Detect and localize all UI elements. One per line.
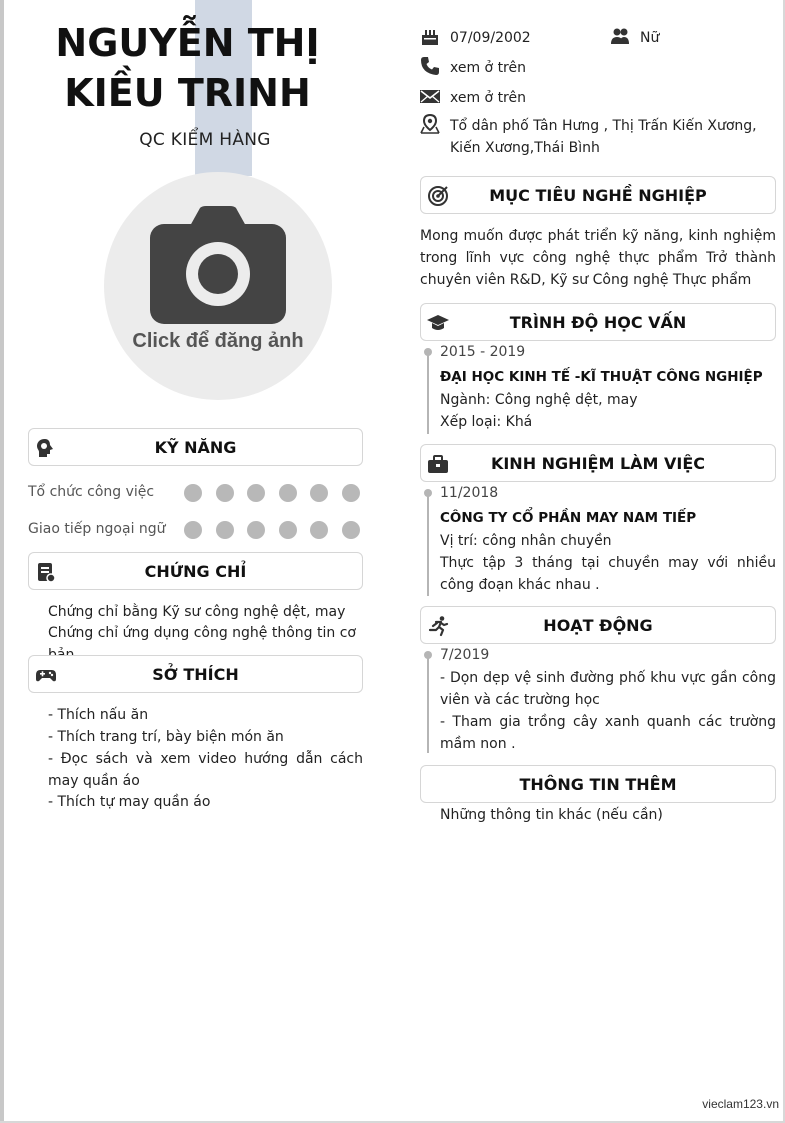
activity-item: - Dọn dẹp vệ sinh đường phố khu vực gần công viên và các trường học — [440, 670, 776, 708]
skill-rating — [184, 521, 360, 543]
phone-row — [420, 56, 720, 78]
hobby-item: - Đọc sách và xem video hướng dẫn cách may quần áo — [48, 751, 363, 789]
timeline-line — [427, 352, 429, 434]
certificate-item: Chứng chỉ bằng Kỹ sư công nghệ dệt, may — [48, 604, 346, 620]
activity-period: 7/2019 — [440, 647, 490, 663]
rating-dot — [184, 484, 202, 502]
location-pin-icon — [420, 114, 440, 134]
job-title: QC KIỂM HÀNG — [139, 130, 271, 150]
rating-dot — [342, 521, 360, 539]
section-title: MỤC TIÊU NGHỀ NGHIỆP — [489, 186, 707, 205]
envelope-icon — [420, 86, 440, 106]
education-major: Ngành: Công nghệ dệt, may — [440, 392, 638, 408]
timeline-line — [427, 493, 429, 596]
skill-name: Giao tiếp ngoại ngữ — [28, 521, 166, 537]
section-title: CHỨNG CHỈ — [144, 562, 247, 581]
gender-row — [610, 26, 710, 48]
birthday-value: 07/09/2002 — [450, 30, 531, 46]
section-skills — [28, 428, 363, 466]
section-title: HOẠT ĐỘNG — [543, 616, 653, 635]
section-experience — [420, 444, 776, 482]
photo-upload-label: Click để đăng ảnh — [132, 330, 304, 352]
section-education — [420, 303, 776, 341]
hobby-item: - Thích tự may quần áo — [48, 794, 211, 810]
address-row — [420, 114, 776, 158]
skill-row — [28, 482, 368, 504]
rating-dot — [247, 521, 265, 539]
rating-dot — [310, 484, 328, 502]
education-period: 2015 - 2019 — [440, 344, 526, 360]
experience-description: Thực tập 3 tháng tại chuyền may với nhiều công đoạn khác nhau . — [440, 555, 776, 593]
objective-text: Mong muốn được phát triển kỹ năng, kinh nghiệm trong lĩnh vực công nghệ thực phẩm Trở thành chuyên viên R&D, Kỹ sư Công nghệ Thực phẩm — [420, 228, 776, 288]
school-name: ĐẠI HỌC KINH TẾ -KĨ THUẬT CÔNG NGHIỆP — [440, 369, 763, 385]
section-activities — [420, 606, 776, 644]
rating-dot — [279, 521, 297, 539]
experience-position: Vị trí: công nhân chuyền — [440, 533, 612, 549]
birthday-row — [420, 26, 600, 48]
certificate-item: Chứng chỉ ứng dụng công nghệ thông tin cơ — [48, 625, 356, 641]
birthday-cake-icon — [420, 26, 440, 46]
camera-icon — [150, 206, 286, 324]
section-title: THÔNG TIN THÊM — [519, 775, 677, 794]
address-value: Tổ dân phố Tân Hưng , Thị Trấn Kiến Xương, Kiến Xương,Thái Bình — [450, 118, 757, 156]
phone-icon — [420, 56, 440, 76]
rating-dot — [247, 484, 265, 502]
education-grade: Xếp loại: Khá — [440, 414, 533, 430]
section-additional-info — [420, 765, 776, 803]
site-watermark: vieclam123.vn — [702, 1097, 779, 1111]
rating-dot — [216, 484, 234, 502]
section-title: SỞ THÍCH — [152, 665, 239, 684]
avatar-upload[interactable] — [104, 172, 332, 400]
candidate-name: NGUYỄN THỊ KIỀU TRINH — [55, 21, 320, 115]
skill-row — [28, 519, 368, 541]
section-certificates — [28, 552, 363, 590]
section-objective — [420, 176, 776, 214]
page-left-edge — [0, 0, 4, 1123]
hobby-item: - Thích trang trí, bày biện món ăn — [48, 729, 284, 745]
timeline-line — [427, 655, 429, 753]
section-hobbies — [28, 655, 363, 693]
rating-dot — [310, 521, 328, 539]
experience-period: 11/2018 — [440, 485, 499, 501]
section-title: TRÌNH ĐỘ HỌC VẤN — [509, 313, 687, 332]
company-name: CÔNG TY CỔ PHẦN MAY NAM TIẾP — [440, 510, 697, 526]
hobby-item: - Thích nấu ăn — [48, 707, 149, 723]
email-value: xem ở trên — [450, 90, 526, 106]
skill-name: Tổ chức công việc — [28, 484, 155, 500]
skill-rating — [184, 484, 360, 506]
additional-info-text: Những thông tin khác (nếu cần) — [440, 807, 663, 823]
rating-dot — [184, 521, 202, 539]
users-icon — [610, 26, 630, 46]
gender-value: Nữ — [640, 30, 660, 46]
section-title: KỸ NĂNG — [154, 438, 237, 457]
section-title: KINH NGHIỆM LÀM VIỆC — [490, 454, 706, 473]
rating-dot — [216, 521, 234, 539]
email-row — [420, 86, 720, 108]
rating-dot — [342, 484, 360, 502]
rating-dot — [279, 484, 297, 502]
activity-item: - Tham gia trồng cây xanh quanh các trường mầm non . — [440, 714, 776, 752]
phone-value: xem ở trên — [450, 60, 526, 76]
